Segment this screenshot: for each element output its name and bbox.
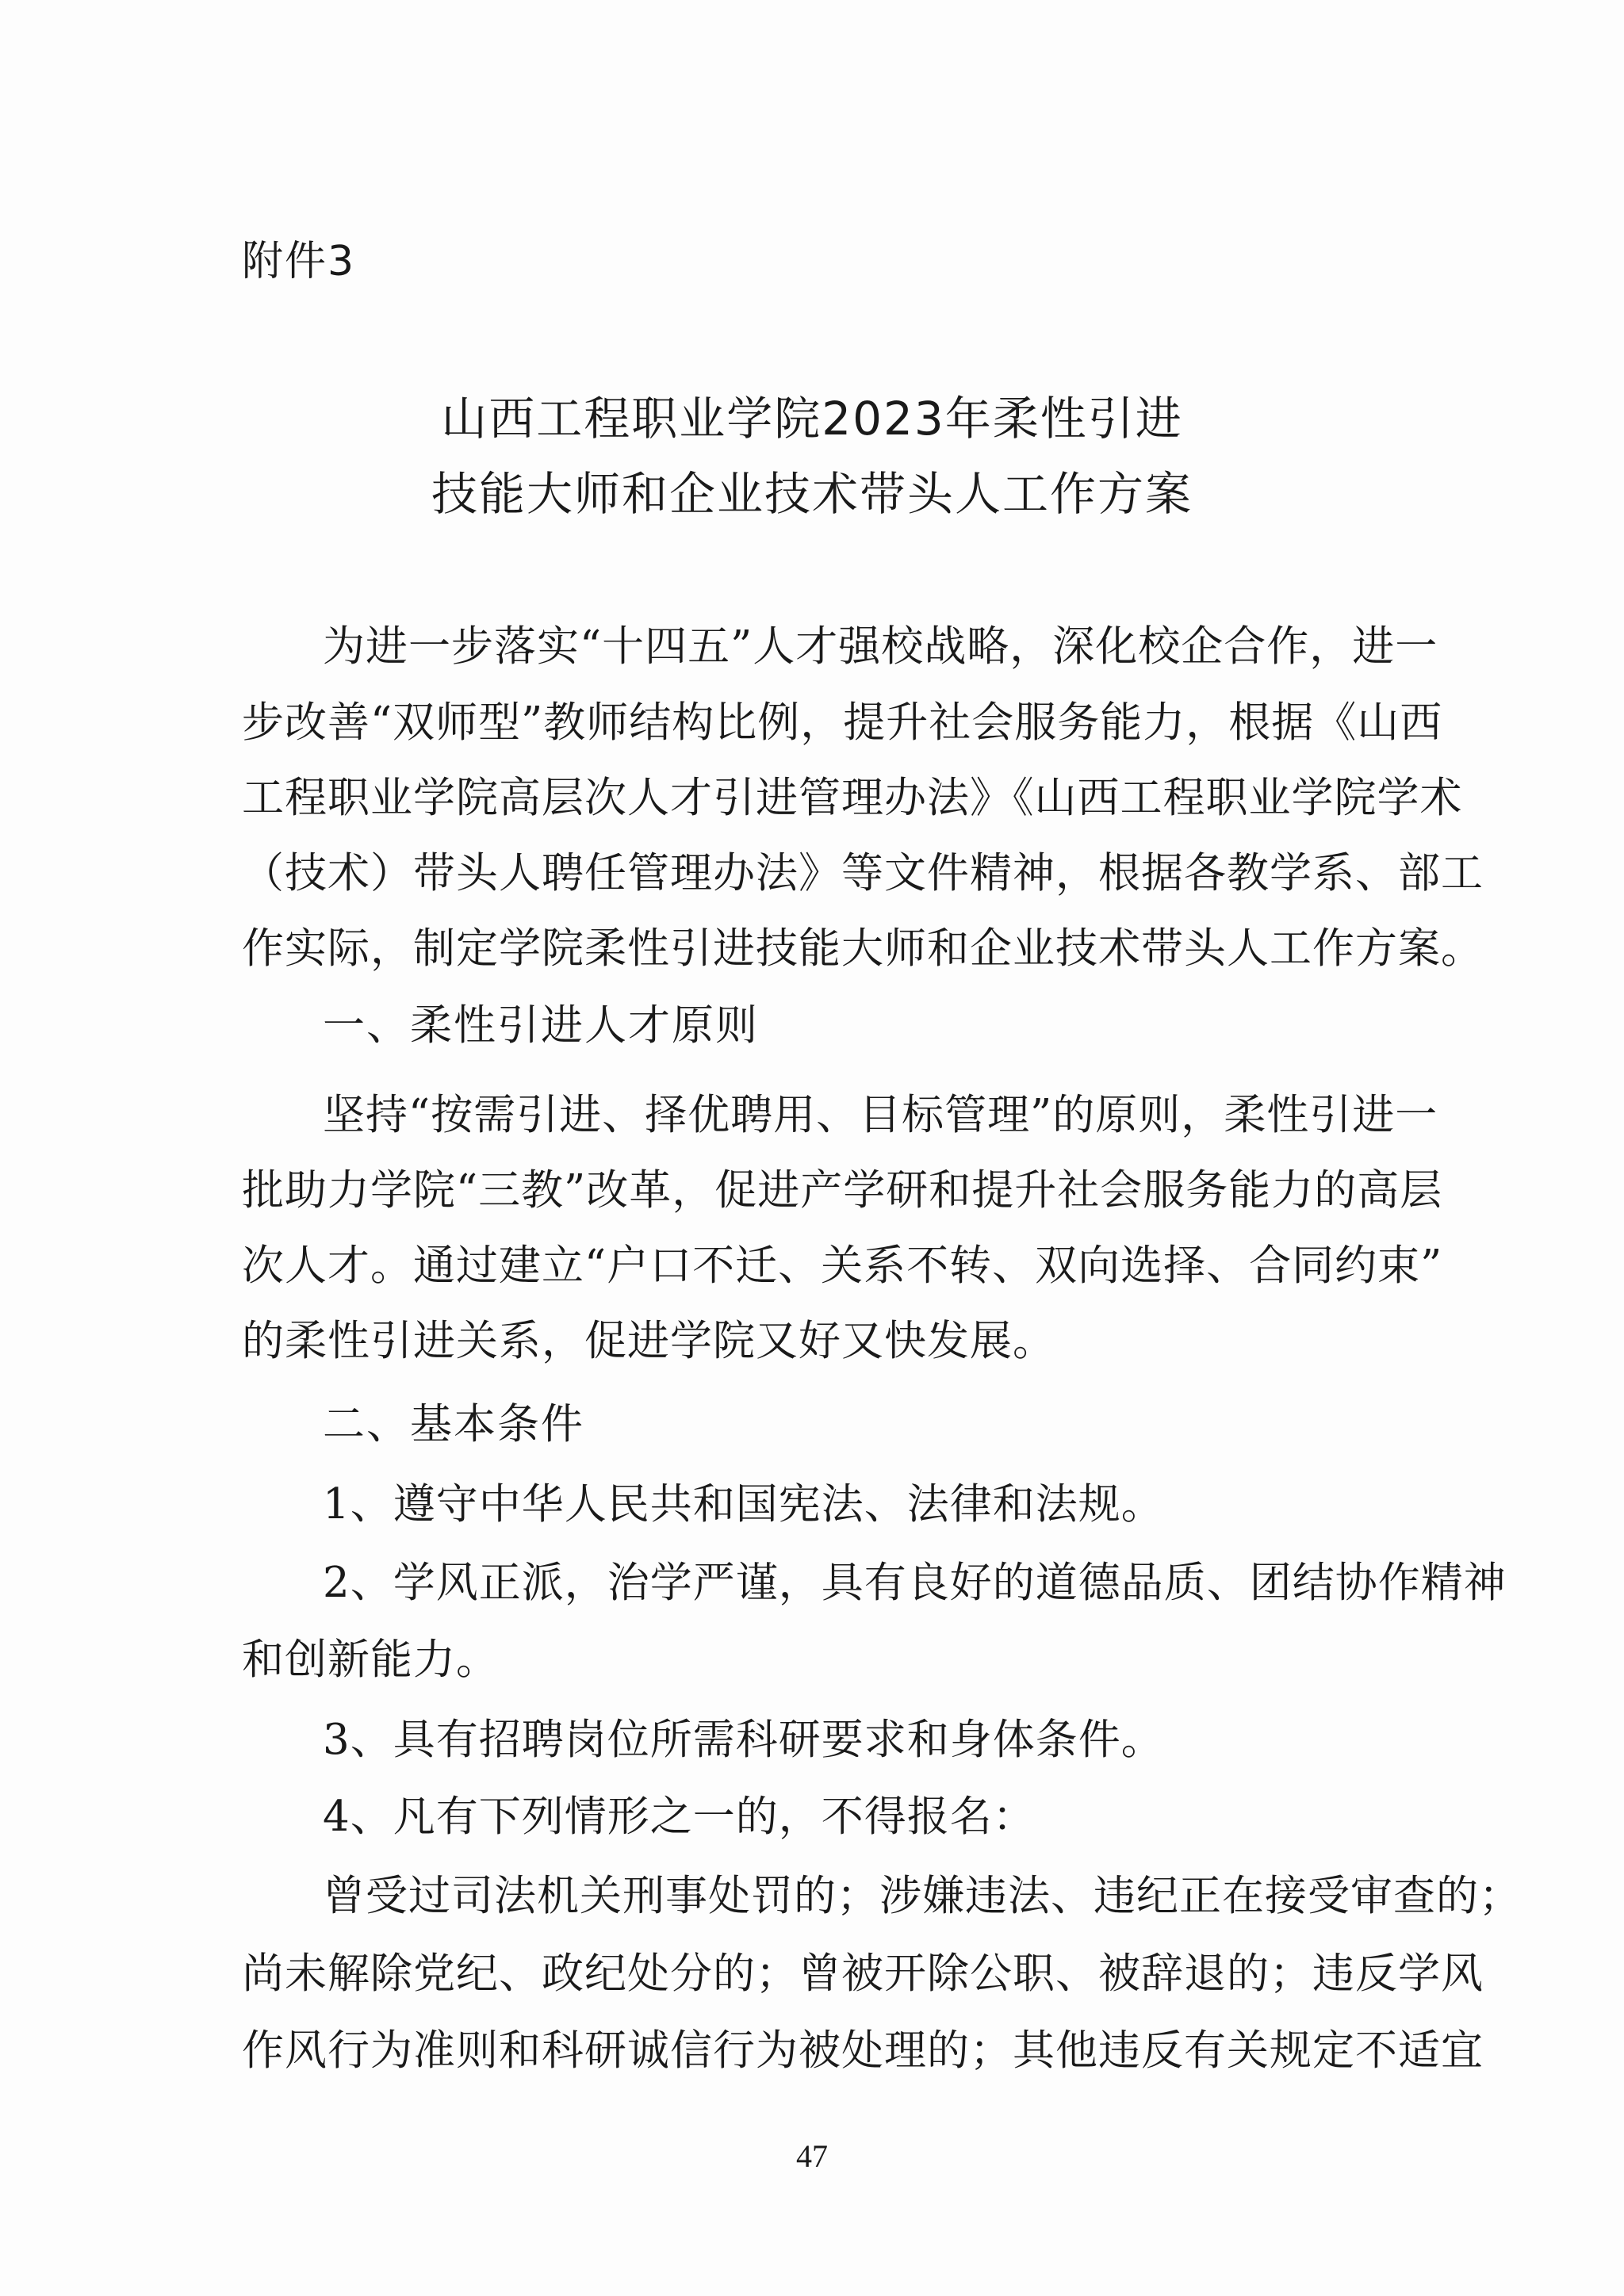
- section-1-line: 次人才。通过建立“户口不迁、关系不转、双向选择、合同约束”: [242, 1242, 1443, 1290]
- condition-item-3: 3、具有招聘岗位所需科研要求和身体条件。: [323, 1716, 1164, 1764]
- section-heading-principles: 一、柔性引进人才原则: [323, 1001, 759, 1050]
- section-1-line: 坚持“按需引进、择优聘用、目标管理”的原则，柔性引进一: [323, 1091, 1438, 1139]
- intro-line: 工程职业学院高层次人才引进管理办法》《山西工程职业学院学术: [242, 774, 1463, 822]
- section-1-line: 的柔性引进关系，促进学院又好又快发展。: [242, 1317, 1055, 1365]
- section-1-line: 批助力学院“三教”改革，促进产学研和提升社会服务能力的高层: [242, 1166, 1443, 1215]
- condition-item-2: 2、学风正派，治学严谨，具有良好的道德品质、团结协作精神: [323, 1559, 1507, 1607]
- condition-item-4: 4、凡有下列情形之一的，不得报名：: [323, 1793, 1036, 1841]
- document-title-line-2: 技能大师和企业技术带头人工作方案: [431, 467, 1193, 521]
- condition-item-2-continued: 和创新能力。: [242, 1636, 499, 1684]
- condition-item-4-detail: 尚未解除党纪、政纪处分的；曾被开除公职、被辞退的；违反学风: [242, 1950, 1484, 1998]
- intro-line: （技术）带头人聘任管理办法》等文件精神，根据各教学系、部工: [242, 849, 1484, 897]
- condition-item-4-detail: 曾受过司法机关刑事处罚的；涉嫌违法、违纪正在接受审查的；: [323, 1872, 1522, 1920]
- document-title-line-1: 山西工程职业学院2023年柔性引进: [441, 392, 1183, 446]
- intro-line: 作实际，制定学院柔性引进技能大师和企业技术带头人工作方案。: [242, 924, 1484, 973]
- condition-item-4-detail: 作风行为准则和科研诚信行为被处理的；其他违反有关规定不适宜: [242, 2026, 1484, 2075]
- page-number: 47: [796, 2138, 828, 2174]
- section-heading-conditions: 二、基本条件: [323, 1400, 584, 1448]
- attachment-label: 附件3: [242, 238, 356, 285]
- condition-item-1: 1、遵守中华人民共和国宪法、法律和法规。: [323, 1480, 1164, 1529]
- intro-line: 步改善“双师型”教师结构比例，提升社会服务能力，根据《山西: [242, 698, 1443, 747]
- intro-line: 为进一步落实“十四五”人才强校战略，深化校企合作，进一: [323, 622, 1438, 671]
